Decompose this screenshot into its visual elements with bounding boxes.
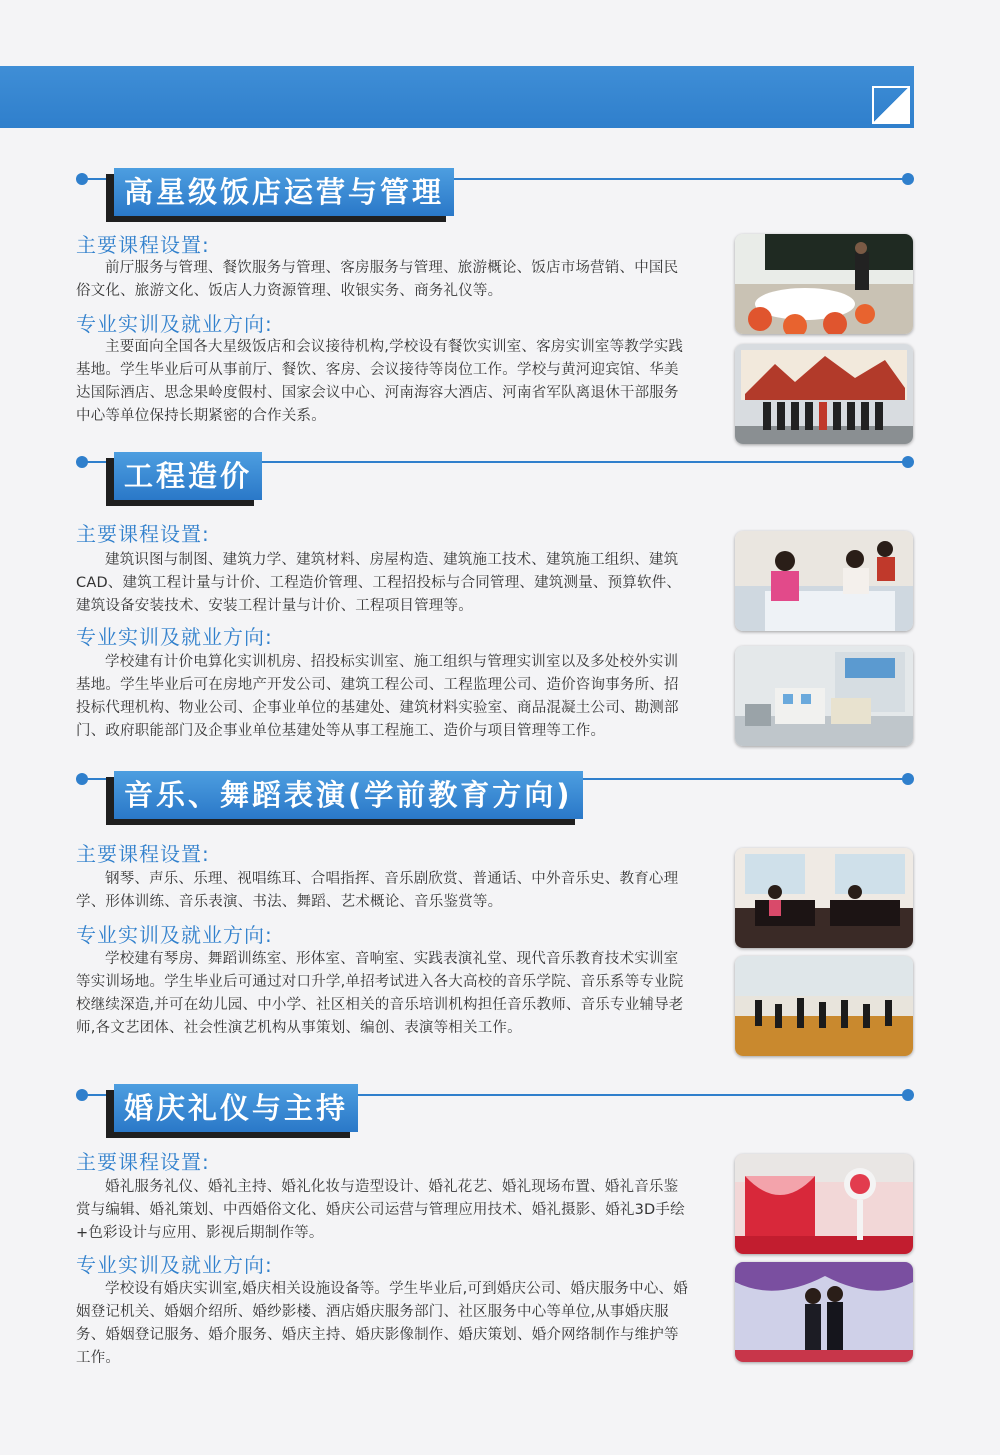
photo-hotel-staff xyxy=(735,344,913,444)
course-text: 建筑识图与制图、建筑力学、建筑材料、房屋构造、建筑施工技术、建筑施工组织、建筑CAD、建筑工程计量与计价、工程造价管理、工程招投标与合同管理、建筑测量、预算软件、建筑设备安装技术、安装工程计量与计价、工程项目管理等。 xyxy=(76,552,682,614)
photo-piano-room xyxy=(735,848,913,948)
career-heading: 专业实训及就业方向: xyxy=(76,312,273,336)
course-text: 前厅服务与管理、餐饮服务与管理、客房服务与管理、旅游概论、饭店市场营销、中国民俗文化、旅游文化、饭店人力资源管理、收银实务、商务礼仪等。 xyxy=(76,260,679,299)
section-title: 工程造价 xyxy=(114,452,262,500)
photo-wedding-stage xyxy=(735,1154,913,1254)
career-text: 学校建有琴房、舞蹈训练室、形体室、音响室、实践表演礼堂、现代音乐教育技术实训室等实训场地。学生毕业后可通过对口升学,单招考试进入各大高校的音乐学院、音乐系等专业院校继续深造,并可在幼儿园、中小学、社区相关的音乐培训机构担任音乐教师、音乐专业辅导老师,各文艺团体、社会性演艺机构从事策划、编创、表演等相关工作。 xyxy=(76,951,684,1036)
course-heading: 主要课程设置: xyxy=(76,522,210,546)
career-heading: 专业实训及就业方向: xyxy=(76,923,273,947)
course-heading: 主要课程设置: xyxy=(76,1150,210,1174)
section-title: 高星级饭店运营与管理 xyxy=(114,168,454,216)
career-heading: 专业实训及就业方向: xyxy=(76,625,273,649)
career-text: 主要面向全国各大星级饭店和会议接待机构,学校设有餐饮实训室、客房实训室等教学实践基地。学生毕业后可从事前厅、餐饮、客房、会议接待等岗位工作。学校与黄河迎宾馆、华美达国际酒店、思念果岭度假村、国家会议中心、河南海容大酒店、河南省军队离退休干部服务中心等单位保持长期紧密的合作关系。 xyxy=(76,339,684,424)
course-text: 钢琴、声乐、乐理、视唱练耳、合唱指挥、音乐剧欣赏、普通话、中外音乐史、教育心理学、形体训练、音乐表演、书法、舞蹈、艺术概论、音乐鉴赏等。 xyxy=(76,871,679,910)
top-banner xyxy=(0,66,914,128)
section-title: 音乐、舞蹈表演(学前教育方向) xyxy=(114,771,583,819)
section-title: 婚庆礼仪与主持 xyxy=(114,1084,358,1132)
course-heading: 主要课程设置: xyxy=(76,233,210,257)
photo-drafting-class xyxy=(735,531,913,631)
photo-dining-training xyxy=(735,234,913,334)
photo-building-models xyxy=(735,646,913,746)
corner-arrow-icon xyxy=(872,86,910,124)
career-heading: 专业实训及就业方向: xyxy=(76,1253,273,1277)
course-text: 婚礼服务礼仪、婚礼主持、婚礼化妆与造型设计、婚礼花艺、婚礼现场布置、婚礼音乐鉴赏与编辑、婚礼策划、中西婚俗文化、婚庆公司运营与管理应用技术、婚礼摄影、婚礼3D手绘+色彩设计与应用、影视后期制作等。 xyxy=(76,1179,685,1241)
career-text: 学校设有婚庆实训室,婚庆相关设施设备等。学生毕业后,可到婚庆公司、婚庆服务中心、婚姻登记机关、婚姻介绍所、婚纱影楼、酒店婚庆服务部门、社区服务中心等单位,从事婚庆服务、婚姻登记服务、婚介服务、婚庆主持、婚庆影像制作、婚庆策划、婚介网络制作与维护等工作。 xyxy=(76,1281,688,1366)
photo-dance-studio xyxy=(735,956,913,1056)
course-heading: 主要课程设置: xyxy=(76,842,210,866)
photo-wedding-hosts xyxy=(735,1262,913,1362)
career-text: 学校建有计价电算化实训机房、招投标实训室、施工组织与管理实训室以及多处校外实训基地。学生毕业后可在房地产开发公司、建筑工程公司、工程监理公司、造价咨询事务所、招投标代理机构、物业公司、企事业单位的基建处、建筑材料实验室、商品混凝土公司、勘测部门、政府职能部门及企事业单位基建处等从事工程施工、造价与项目管理等工作。 xyxy=(76,654,679,739)
